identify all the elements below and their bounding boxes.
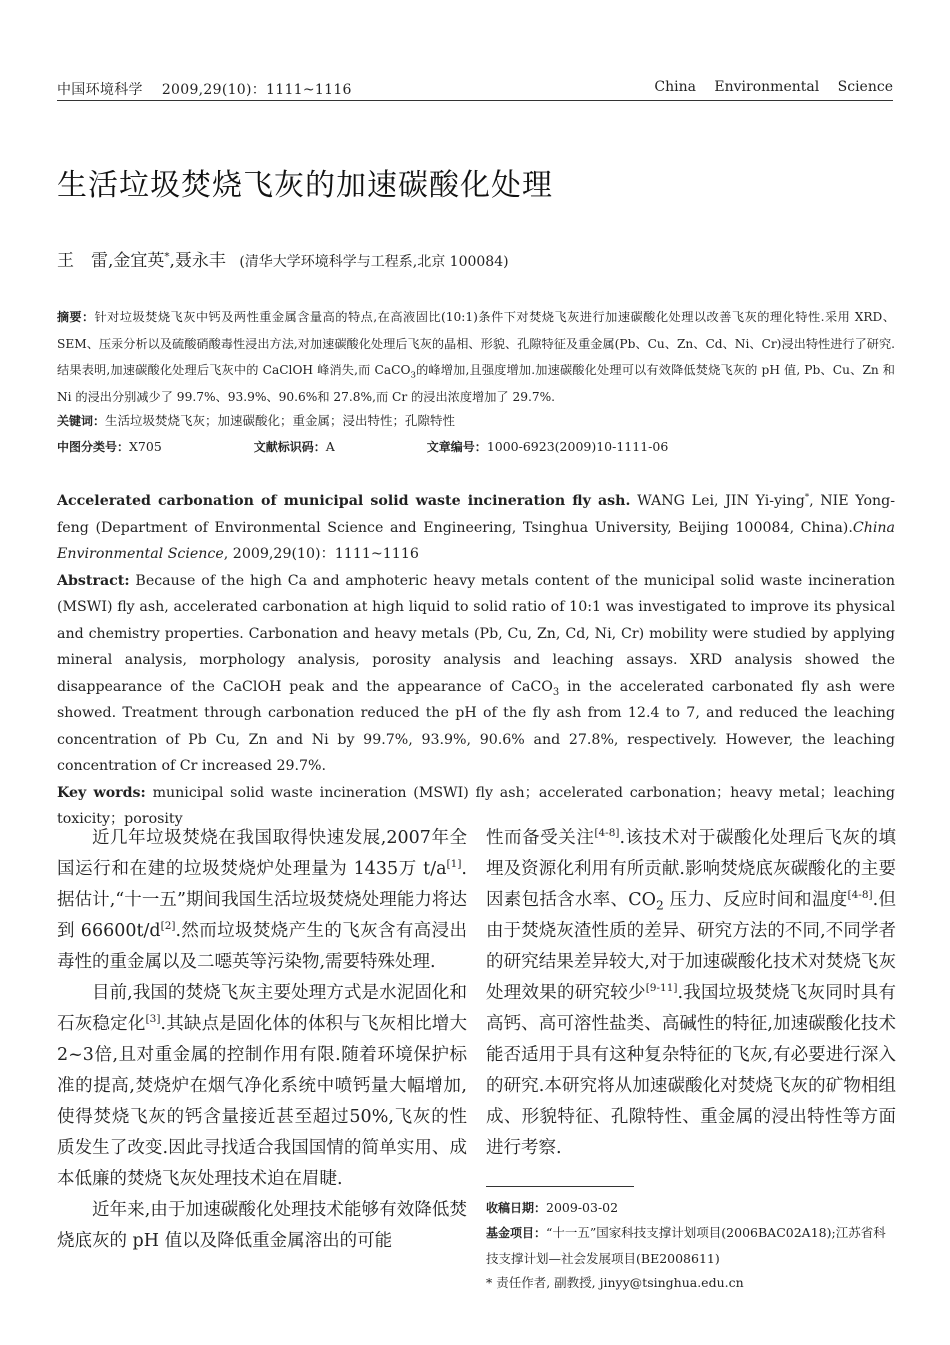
citation-ref[interactable]: [2] (160, 920, 176, 933)
abstract-cn-text-2: 的峰增加,且强度增加.加速碳酸化处理可以有效降低焚烧飞灰的 pH 值, Pb、Cu、Zn 和 Ni 的浸出分别减少了 99.7%、93.9%、90.6%和 27.8%,而 Cr 的浸出浓度增加了 29.7%. (57, 363, 895, 404)
citation-ref[interactable]: [3] (145, 1013, 161, 1026)
footnote-corresponding (486, 1270, 896, 1296)
journal-header-left (57, 79, 352, 99)
footnote-fund (486, 1220, 896, 1272)
keywords-cn-text: 生活垃圾焚烧飞灰；加速碳酸化；重金属；浸出特性；孔隙特性 (105, 413, 456, 428)
body-text: .据估计,“十一五”期间我国生活垃圾焚烧处理能力将达到 66600t/d (57, 859, 467, 941)
citation-ref[interactable]: [4-8] (847, 889, 873, 902)
body-text: .然而垃圾焚烧产生的飞灰含有高浸出毒性的重金属以及二噁英等污染物,需要特殊处理. (57, 921, 467, 972)
body-paragraph (57, 823, 467, 978)
footnote-received (486, 1195, 896, 1221)
citation-ref[interactable]: [9-11] (645, 982, 678, 995)
fund-label: 基金项目： (486, 1226, 547, 1240)
fund-text: “十一五”国家科技支撑计划项目(2006BAC02A18);江苏省科技支撑计划—社会发展项目(BE2008611) (486, 1225, 886, 1266)
author-1: 王 雷, (57, 251, 114, 271)
document-code (254, 439, 379, 454)
received-label: 收稿日期： (486, 1201, 547, 1215)
footnote-mark: * (486, 1275, 493, 1290)
body-text: 近几年垃圾焚烧在我国取得快速发展,2007年全国运行和在建的垃圾焚烧炉处理量为 1435万 t/a (57, 828, 467, 879)
body-text: 压力、反应时间和温度 (663, 890, 848, 910)
body-text: 目前,我国的焚烧飞灰主要处理方式是水泥固化和石灰稳定化 (57, 983, 467, 1034)
abstract-cn (57, 304, 895, 410)
doc-value: A (325, 439, 335, 454)
english-authors-b: , NIE Yong-feng (Department of Environmental Science and Engineering, Tsinghua University, Beijing 100084, China). (57, 493, 895, 536)
art-value: 1000-6923(2009)10-1111-06 (486, 439, 669, 454)
abstract-cn-label: 摘要： (57, 310, 95, 324)
corresponding-mark: * (164, 251, 170, 263)
subscript: 2 (656, 898, 664, 913)
affiliation: (清华大学环境科学与工程系,北京 100084) (239, 254, 509, 270)
clc-number (57, 439, 206, 454)
journal-issue: 2009,29(10)：1111~1116 (161, 82, 352, 98)
body-text: .我国垃圾焚烧飞灰同时具有高钙、高可溶性盐类、高碱性的特征,加速碳酸化技术能否适用于具有这种复杂特征的飞灰,有必要进行深入的研究.本研究将从加速碳酸化对焚烧飞灰的矿物相组成、形貌特征、孔隙特性、重金属的浸出特性等方面进行考察. (486, 983, 896, 1158)
english-authors-a: WANG Lei, JIN Yi-ying (630, 493, 805, 509)
header-rule (57, 100, 893, 101)
english-abstract-block (57, 488, 895, 833)
abstract-cn-text-1: 针对垃圾焚烧飞灰中钙及两性重金属含量高的特点,在高液固比(10:1)条件下对焚烧飞灰进行加速碳酸化处理以改善飞灰的理化特性.采用 XRD、SEM、压汞分析以及硫酸硝酸毒性浸出方法,对加速碳酸化处理后飞灰的晶相、形貌、孔隙特征及重金属(Pb、Cu、Zn、Cd、Ni、Cr)浸出特性进行了研究.结果表明,加速碳酸化处理后飞灰中的 CaClOH 峰消失,而 CaCO (57, 310, 896, 377)
english-title: Accelerated carbonation of municipal solid waste incineration fly ash. (57, 493, 631, 509)
author-3: ,聂永丰 (169, 251, 226, 271)
keywords-cn (57, 411, 455, 429)
received-date: 2009-03-02 (546, 1200, 619, 1215)
english-journal: China Environmental Science (57, 519, 895, 562)
body-column-right (486, 823, 896, 1164)
english-abstract-label: Abstract: (57, 572, 130, 589)
english-abstract-text-2: in the accelerated carbonated fly ash were showed. Treatment through carbonation reduced the pH of the fly ash from 12.4 to 7, and reduced the leaching concentration of Pb Cu, Zn and Ni by 99.7%, 93.9%, 90.6% and 27.8%, respectively. However, the leaching concentration of Cr increased 29.7%. (57, 678, 895, 774)
body-paragraph (57, 978, 467, 1195)
journal-name-cn: 中国环境科学 (57, 82, 143, 98)
art-label: 文章编号： (426, 440, 487, 454)
english-keywords-label: Key words: (57, 784, 146, 801)
citation-ref[interactable]: [1] (446, 858, 462, 871)
citation-ref[interactable]: [4-8] (594, 827, 620, 840)
body-column-left (57, 823, 467, 1257)
article-number (427, 439, 713, 454)
english-abstract-sub: 3 (552, 686, 560, 698)
body-text: 性而备受关注 (486, 828, 595, 848)
english-abstract-text-1: Because of the high Ca and amphoteric heavy metals content of the municipal solid waste incineration (MSWI) fly ash, accelerated carbonation at high liquid to solid ratio of 10:1 was investigated to improve its physical and chemistry properties. Carbonation and heavy metals (Pb, Cu, Zn, Cd, Ni, Cr) mobility were studied by applying mineral analysis, morphology analysis, porosity analysis and leaching assays. XRD analysis showed the disappearance of the CaClOH peak and the appearance of CaCO (57, 572, 895, 695)
footnote-rule (486, 1186, 634, 1187)
english-keywords-text: municipal solid waste incineration (MSWI) fly ash；accelerated carbonation；heavy metal；leaching toxicity；porosity (57, 784, 896, 827)
english-corresponding-mark: * (804, 492, 810, 503)
body-paragraph (57, 1195, 467, 1257)
body-text: .其缺点是固化体的体积与飞灰相比增大2~3倍,且对重金属的控制作用有限.随着环境保护标准的提高,焚烧炉在烟气净化系统中喷钙量大幅增加,使得焚烧飞灰的钙含量接近甚至超过50%,飞灰的性质发生了改变.因此寻找适合我国国情的简单实用、成本低廉的焚烧飞灰处理技术迫在眉睫. (57, 1014, 468, 1189)
english-issue: , 2009,29(10)：1111~1116 (223, 546, 419, 562)
journal-name-en: China Environmental Science (654, 79, 893, 95)
abstract-cn-sub: 3 (410, 370, 416, 381)
body-text: 近年来,由于加速碳酸化处理技术能够有效降低焚烧底灰的 pH 值以及降低重金属溶出的可能 (57, 1200, 467, 1251)
author-line (57, 246, 509, 271)
body-text: .但由于焚烧灰渣性质的差异、研究方法的不同,不同学者的研究结果差异较大,对于加速碳酸化技术对焚烧飞灰处理效果的研究较少 (486, 890, 896, 1003)
body-text: .该技术对于碳酸化处理后飞灰的填埋及资源化利用有所贡献.影响焚烧底灰碳酸化的主要因素包括含水率、CO (486, 828, 897, 910)
keywords-cn-label: 关键词： (57, 414, 106, 428)
corresponding-author: 责任作者, 副教授, jinyy@tsinghua.edu.cn (492, 1275, 744, 1290)
paper-title: 生活垃圾焚烧飞灰的加速碳酸化处理 (57, 168, 553, 203)
author-2: 金宜英 (113, 251, 165, 271)
doc-label: 文献标识码： (253, 440, 326, 454)
classification-line (57, 438, 756, 455)
clc-label: 中图分类号： (57, 440, 130, 454)
clc-value: X705 (129, 439, 162, 454)
body-paragraph (486, 823, 896, 1164)
